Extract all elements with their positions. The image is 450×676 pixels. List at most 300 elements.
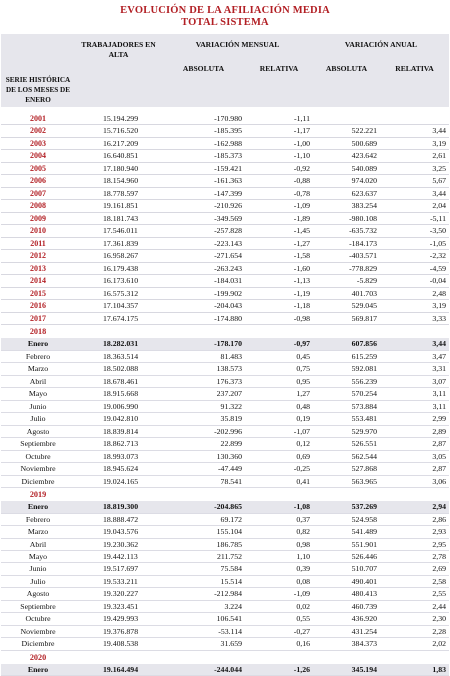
annual-relative-cell: -0,04 xyxy=(380,275,449,287)
workers-cell: 16.179.438 xyxy=(75,262,162,274)
annual-relative-cell: 3,05 xyxy=(380,450,449,462)
annual-relative-cell: 2,69 xyxy=(380,563,449,575)
annual-absolute-cell: 541.489 xyxy=(313,526,380,538)
workers-cell: 15.194.299 xyxy=(75,113,162,125)
monthly-relative-cell: -0,98 xyxy=(245,312,313,324)
workers-cell: 16.217.209 xyxy=(75,137,162,149)
header-row-1 xyxy=(1,34,449,62)
monthly-relative-cell: -1,17 xyxy=(245,125,313,137)
monthly-relative-cell: 0,39 xyxy=(245,563,313,575)
monthly-relative-cell: -0,97 xyxy=(245,338,313,350)
year-cell: 2008 xyxy=(1,200,75,212)
year-cell: 2014 xyxy=(1,275,75,287)
annual-absolute-cell: -5.829 xyxy=(313,275,380,287)
annual-relative-cell: 2,87 xyxy=(380,438,449,450)
month-cell: Marzo xyxy=(1,526,75,538)
workers-cell: 18.154.960 xyxy=(75,175,162,187)
year-cell: 2015 xyxy=(1,287,75,299)
monthly-absolute-cell: -244.044 xyxy=(162,664,245,676)
monthly-relative-cell: -1,58 xyxy=(245,250,313,262)
annual-absolute-cell: 490.401 xyxy=(313,575,380,587)
yearly-row xyxy=(1,225,449,237)
monthly-absolute-cell: 81.483 xyxy=(162,350,245,362)
workers-cell: 16.575.312 xyxy=(75,287,162,299)
annual-absolute-cell: 480.413 xyxy=(313,588,380,600)
annual-absolute-cell: 460.739 xyxy=(313,600,380,612)
workers-cell: 19.230.362 xyxy=(75,538,162,550)
annual-relative-cell: 2,61 xyxy=(380,150,449,162)
monthly-absolute-cell: 69.172 xyxy=(162,513,245,525)
monthly-relative-cell: 1,10 xyxy=(245,550,313,562)
month-row xyxy=(1,413,449,425)
workers-cell: 19.161.851 xyxy=(75,200,162,212)
monthly-absolute-cell: -53.114 xyxy=(162,625,245,637)
annual-relative-cell: -1,05 xyxy=(380,237,449,249)
month-cell: Septiembre xyxy=(1,438,75,450)
annual-relative-cell: 2,58 xyxy=(380,575,449,587)
annual-relative-cell: -5,11 xyxy=(380,212,449,224)
monthly-relative-cell: -1,18 xyxy=(245,300,313,312)
monthly-absolute-cell: -202.996 xyxy=(162,425,245,437)
monthly-absolute-cell: 138.573 xyxy=(162,363,245,375)
yearly-row xyxy=(1,150,449,162)
annual-relative-cell: 2,55 xyxy=(380,588,449,600)
monthly-absolute-cell: 15.514 xyxy=(162,575,245,587)
yearly-row xyxy=(1,113,449,125)
monthly-absolute-cell: -349.569 xyxy=(162,212,245,224)
monthly-relative-cell: -1,27 xyxy=(245,237,313,249)
year-cell: 2003 xyxy=(1,137,75,149)
workers-cell: 19.408.538 xyxy=(75,638,162,650)
month-cell: Julio xyxy=(1,575,75,587)
yearly-row xyxy=(1,312,449,324)
monthly-absolute-cell: -271.654 xyxy=(162,250,245,262)
workers-cell: 19.042.810 xyxy=(75,413,162,425)
annual-relative-cell: 3,44 xyxy=(380,338,449,350)
year-cell: 2013 xyxy=(1,262,75,274)
workers-cell: 17.361.839 xyxy=(75,237,162,249)
month-row xyxy=(1,475,449,487)
annual-absolute-cell: 537.269 xyxy=(313,501,380,513)
monthly-relative-cell: 0,75 xyxy=(245,363,313,375)
monthly-relative-cell: 0,45 xyxy=(245,350,313,362)
annual-absolute-cell: 529.045 xyxy=(313,300,380,312)
yearly-row xyxy=(1,237,449,249)
monthly-relative-cell: 0,16 xyxy=(245,638,313,650)
title-line-2: TOTAL SISTEMA xyxy=(181,17,269,28)
yearly-row xyxy=(1,125,449,137)
annual-absolute-cell: 570.254 xyxy=(313,388,380,400)
workers-cell: 16.173.610 xyxy=(75,275,162,287)
annual-relative-cell: 3,47 xyxy=(380,350,449,362)
annual-absolute-cell: 623.637 xyxy=(313,187,380,199)
monthly-absolute-cell: -147.399 xyxy=(162,187,245,199)
annual-absolute-cell: 383.254 xyxy=(313,200,380,212)
yearly-row xyxy=(1,262,449,274)
monthly-relative-cell: 0,82 xyxy=(245,526,313,538)
month-row xyxy=(1,613,449,625)
annual-relative-cell: 3,31 xyxy=(380,363,449,375)
yearly-row xyxy=(1,162,449,174)
monthly-absolute-cell: 130.360 xyxy=(162,450,245,462)
monthly-relative-cell: 0,41 xyxy=(245,475,313,487)
annual-absolute-cell: 345.194 xyxy=(313,664,380,676)
month-row xyxy=(1,625,449,637)
annual-relative-cell: 3,11 xyxy=(380,400,449,412)
monthly-absolute-cell: 91.322 xyxy=(162,400,245,412)
yearly-row xyxy=(1,250,449,262)
workers-cell: 18.181.743 xyxy=(75,212,162,224)
monthly-absolute-cell: -184.031 xyxy=(162,275,245,287)
month-cell: Agosto xyxy=(1,425,75,437)
month-cell: Noviembre xyxy=(1,463,75,475)
annual-absolute-cell: 500.689 xyxy=(313,137,380,149)
monthly-relative-cell: -1,09 xyxy=(245,200,313,212)
year-cell: 2006 xyxy=(1,175,75,187)
annual-absolute-cell: 510.707 xyxy=(313,563,380,575)
annual-absolute-cell: -778.829 xyxy=(313,262,380,274)
workers-cell: 15.716.520 xyxy=(75,125,162,137)
month-cell: Diciembre xyxy=(1,638,75,650)
section-year-row xyxy=(1,650,449,664)
month-row xyxy=(1,513,449,525)
yearly-row xyxy=(1,137,449,149)
month-row xyxy=(1,400,449,412)
year-cell: 2001 xyxy=(1,113,75,125)
month-row xyxy=(1,538,449,550)
monthly-absolute-cell: -170.980 xyxy=(162,113,245,125)
annual-relative-cell: -3,50 xyxy=(380,225,449,237)
annual-relative-cell xyxy=(380,113,449,125)
monthly-absolute-cell: 78.541 xyxy=(162,475,245,487)
month-cell: Octubre xyxy=(1,450,75,462)
annual-absolute-cell: 526.446 xyxy=(313,550,380,562)
month-cell: Julio xyxy=(1,413,75,425)
header-row-2 xyxy=(1,62,449,75)
annual-relative-cell: 2,93 xyxy=(380,526,449,538)
monthly-relative-cell: 1,27 xyxy=(245,388,313,400)
workers-cell: 17.180.940 xyxy=(75,162,162,174)
year-cell: 2007 xyxy=(1,187,75,199)
annual-absolute-cell: 553.481 xyxy=(313,413,380,425)
annual-relative-cell: 2,48 xyxy=(380,287,449,299)
monthly-relative-cell: 0,08 xyxy=(245,575,313,587)
monthly-relative-cell: 0,12 xyxy=(245,438,313,450)
month-cell: Noviembre xyxy=(1,625,75,637)
workers-cell: 19.006.990 xyxy=(75,400,162,412)
year-cell: 2005 xyxy=(1,162,75,174)
month-row xyxy=(1,550,449,562)
month-row xyxy=(1,638,449,650)
monthly-relative-cell: -0,27 xyxy=(245,625,313,637)
month-cell: Marzo xyxy=(1,363,75,375)
annual-absolute-cell: 522.221 xyxy=(313,125,380,137)
annual-relative-cell: 3,06 xyxy=(380,475,449,487)
workers-cell: 18.778.597 xyxy=(75,187,162,199)
january-total-row xyxy=(1,664,449,676)
month-cell: Diciembre xyxy=(1,475,75,487)
annual-absolute-cell: 527.868 xyxy=(313,463,380,475)
annual-absolute-cell: 592.081 xyxy=(313,363,380,375)
annual-absolute-cell: 529.970 xyxy=(313,425,380,437)
yearly-row xyxy=(1,200,449,212)
annual-relative-cell: 3,07 xyxy=(380,375,449,387)
workers-cell: 16.640.851 xyxy=(75,150,162,162)
annual-relative-cell: 2,94 xyxy=(380,501,449,513)
monthly-relative-cell: -1,45 xyxy=(245,225,313,237)
annual-relative-cell: 2,99 xyxy=(380,413,449,425)
annual-absolute-cell: 551.901 xyxy=(313,538,380,550)
month-cell: Abril xyxy=(1,538,75,550)
monthly-absolute-cell: 22.899 xyxy=(162,438,245,450)
year-cell: 2009 xyxy=(1,212,75,224)
month-row xyxy=(1,350,449,362)
header-annual-relative: RELATIVA xyxy=(380,62,449,75)
header-monthly: VARIACIÓN MENSUAL xyxy=(162,34,313,62)
annual-relative-cell: 2,78 xyxy=(380,550,449,562)
annual-absolute-cell: -184.173 xyxy=(313,237,380,249)
monthly-absolute-cell: -159.421 xyxy=(162,162,245,174)
month-row xyxy=(1,363,449,375)
annual-absolute-cell: 524.958 xyxy=(313,513,380,525)
monthly-relative-cell: -1,07 xyxy=(245,425,313,437)
monthly-absolute-cell: -47.449 xyxy=(162,463,245,475)
monthly-absolute-cell: -174.880 xyxy=(162,312,245,324)
month-cell: Mayo xyxy=(1,388,75,400)
workers-cell: 19.320.227 xyxy=(75,588,162,600)
monthly-absolute-cell: 176.373 xyxy=(162,375,245,387)
annual-relative-cell: 3,44 xyxy=(380,125,449,137)
yearly-row xyxy=(1,275,449,287)
monthly-relative-cell: -1,26 xyxy=(245,664,313,676)
monthly-relative-cell: -0,25 xyxy=(245,463,313,475)
month-row xyxy=(1,526,449,538)
annual-absolute-cell: 562.544 xyxy=(313,450,380,462)
year-cell: 2012 xyxy=(1,250,75,262)
header-monthly-absolute: ABSOLUTA xyxy=(162,62,245,75)
monthly-relative-cell: -1,11 xyxy=(245,113,313,125)
workers-cell: 16.958.267 xyxy=(75,250,162,262)
month-row xyxy=(1,450,449,462)
monthly-relative-cell: -1,10 xyxy=(245,150,313,162)
workers-cell: 18.915.668 xyxy=(75,388,162,400)
annual-absolute-cell: 569.817 xyxy=(313,312,380,324)
january-total-row xyxy=(1,501,449,513)
annual-absolute-cell: -635.732 xyxy=(313,225,380,237)
monthly-absolute-cell: -178.170 xyxy=(162,338,245,350)
monthly-absolute-cell: -162.988 xyxy=(162,137,245,149)
workers-cell: 18.888.472 xyxy=(75,513,162,525)
monthly-relative-cell: -1,60 xyxy=(245,262,313,274)
workers-cell: 18.502.088 xyxy=(75,363,162,375)
workers-cell: 19.376.878 xyxy=(75,625,162,637)
annual-absolute-cell: 423.642 xyxy=(313,150,380,162)
yearly-row xyxy=(1,212,449,224)
monthly-absolute-cell: 211.752 xyxy=(162,550,245,562)
annual-relative-cell: 2,28 xyxy=(380,625,449,637)
workers-cell: 17.674.175 xyxy=(75,312,162,324)
month-cell: Octubre xyxy=(1,613,75,625)
yearly-row xyxy=(1,300,449,312)
annual-absolute-cell: 540.089 xyxy=(313,162,380,174)
annual-absolute-cell: 556.239 xyxy=(313,375,380,387)
yearly-row xyxy=(1,175,449,187)
year-cell: 2011 xyxy=(1,237,75,249)
workers-cell: 18.862.713 xyxy=(75,438,162,450)
header-annual: VARIACIÓN ANUAL xyxy=(313,34,449,62)
monthly-relative-cell: -1,00 xyxy=(245,137,313,149)
month-cell: Enero xyxy=(1,664,75,676)
monthly-absolute-cell: 186.785 xyxy=(162,538,245,550)
annual-absolute-cell: 563.965 xyxy=(313,475,380,487)
monthly-absolute-cell: -223.143 xyxy=(162,237,245,249)
workers-cell: 18.282.031 xyxy=(75,338,162,350)
year-cell: 2017 xyxy=(1,312,75,324)
monthly-absolute-cell: -161.363 xyxy=(162,175,245,187)
workers-cell: 19.164.494 xyxy=(75,664,162,676)
section-year: 2018 xyxy=(29,327,47,337)
annual-relative-cell: 3,19 xyxy=(380,137,449,149)
workers-cell: 17.104.357 xyxy=(75,300,162,312)
annual-relative-cell: 2,89 xyxy=(380,425,449,437)
workers-cell: 17.546.011 xyxy=(75,225,162,237)
annual-relative-cell: 2,95 xyxy=(380,538,449,550)
monthly-relative-cell: 0,48 xyxy=(245,400,313,412)
section-year: 2019 xyxy=(29,490,47,500)
month-row xyxy=(1,588,449,600)
monthly-relative-cell: -1,13 xyxy=(245,275,313,287)
month-row xyxy=(1,463,449,475)
annual-absolute-cell: 573.884 xyxy=(313,400,380,412)
monthly-relative-cell: 0,55 xyxy=(245,613,313,625)
month-row xyxy=(1,563,449,575)
workers-cell: 19.323.451 xyxy=(75,600,162,612)
year-cell: 2016 xyxy=(1,300,75,312)
header-workers: TRABAJADORES EN ALTA xyxy=(75,34,162,62)
monthly-relative-cell: 0,19 xyxy=(245,413,313,425)
january-total-row xyxy=(1,338,449,350)
month-cell: Febrero xyxy=(1,350,75,362)
section-year: 2020 xyxy=(29,652,47,662)
workers-cell: 18.993.073 xyxy=(75,450,162,462)
month-row xyxy=(1,575,449,587)
annual-relative-cell: 3,33 xyxy=(380,312,449,324)
month-row xyxy=(1,425,449,437)
annual-relative-cell: -2,32 xyxy=(380,250,449,262)
monthly-absolute-cell: -185.395 xyxy=(162,125,245,137)
annual-relative-cell: 2,87 xyxy=(380,463,449,475)
month-cell: Agosto xyxy=(1,588,75,600)
annual-relative-cell: 3,44 xyxy=(380,187,449,199)
monthly-relative-cell: 0,95 xyxy=(245,375,313,387)
monthly-relative-cell: -1,08 xyxy=(245,501,313,513)
monthly-absolute-cell: -204.043 xyxy=(162,300,245,312)
workers-cell: 18.678.461 xyxy=(75,375,162,387)
monthly-absolute-cell: -257.828 xyxy=(162,225,245,237)
header-annual-absolute: ABSOLUTA xyxy=(313,62,380,75)
monthly-relative-cell: 0,37 xyxy=(245,513,313,525)
annual-relative-cell: 3,11 xyxy=(380,388,449,400)
monthly-relative-cell: 0,02 xyxy=(245,600,313,612)
monthly-relative-cell: -0,78 xyxy=(245,187,313,199)
workers-cell: 19.517.697 xyxy=(75,563,162,575)
monthly-absolute-cell: 237.207 xyxy=(162,388,245,400)
monthly-absolute-cell: -199.902 xyxy=(162,287,245,299)
header-row-3 xyxy=(1,75,449,107)
workers-cell: 19.024.165 xyxy=(75,475,162,487)
workers-cell: 19.043.576 xyxy=(75,526,162,538)
monthly-absolute-cell: -263.243 xyxy=(162,262,245,274)
monthly-relative-cell: -1,09 xyxy=(245,588,313,600)
annual-relative-cell: 2,04 xyxy=(380,200,449,212)
monthly-relative-cell: -1,19 xyxy=(245,287,313,299)
annual-relative-cell: 2,86 xyxy=(380,513,449,525)
month-cell: Enero xyxy=(1,501,75,513)
month-row xyxy=(1,388,449,400)
month-cell: Febrero xyxy=(1,513,75,525)
workers-cell: 18.839.814 xyxy=(75,425,162,437)
annual-relative-cell: 2,30 xyxy=(380,613,449,625)
monthly-absolute-cell: 75.584 xyxy=(162,563,245,575)
annual-absolute-cell: 436.920 xyxy=(313,613,380,625)
monthly-absolute-cell: -204.865 xyxy=(162,501,245,513)
yearly-row xyxy=(1,187,449,199)
series-label: SERIE HISTÓRICA DE LOS MESES DE ENERO xyxy=(1,75,75,107)
monthly-absolute-cell: -212.984 xyxy=(162,588,245,600)
monthly-absolute-cell: 106.541 xyxy=(162,613,245,625)
annual-absolute-cell: 401.703 xyxy=(313,287,380,299)
annual-absolute-cell: 526.551 xyxy=(313,438,380,450)
annual-relative-cell: -4,59 xyxy=(380,262,449,274)
workers-cell: 19.442.113 xyxy=(75,550,162,562)
section-year-row xyxy=(1,488,449,502)
annual-relative-cell: 2,02 xyxy=(380,638,449,650)
monthly-absolute-cell: 35.819 xyxy=(162,413,245,425)
yearly-row xyxy=(1,287,449,299)
workers-cell: 18.363.514 xyxy=(75,350,162,362)
monthly-absolute-cell: 31.659 xyxy=(162,638,245,650)
monthly-absolute-cell: 3.224 xyxy=(162,600,245,612)
annual-absolute-cell: -980.108 xyxy=(313,212,380,224)
monthly-absolute-cell: -210.926 xyxy=(162,200,245,212)
section-year-row xyxy=(1,325,449,339)
month-row xyxy=(1,438,449,450)
workers-cell: 18.819.300 xyxy=(75,501,162,513)
header-monthly-relative: RELATIVA xyxy=(245,62,313,75)
annual-relative-cell: 3,19 xyxy=(380,300,449,312)
month-cell: Junio xyxy=(1,563,75,575)
annual-relative-cell: 3,25 xyxy=(380,162,449,174)
monthly-relative-cell: -0,88 xyxy=(245,175,313,187)
month-row xyxy=(1,375,449,387)
month-cell: Septiembre xyxy=(1,600,75,612)
month-cell: Junio xyxy=(1,400,75,412)
annual-absolute-cell: 615.259 xyxy=(313,350,380,362)
monthly-relative-cell: -1,89 xyxy=(245,212,313,224)
annual-absolute-cell: 384.373 xyxy=(313,638,380,650)
monthly-absolute-cell: -185.373 xyxy=(162,150,245,162)
annual-absolute-cell: 607.856 xyxy=(313,338,380,350)
annual-absolute-cell: 431.254 xyxy=(313,625,380,637)
workers-cell: 19.533.211 xyxy=(75,575,162,587)
month-cell: Abril xyxy=(1,375,75,387)
month-cell: Mayo xyxy=(1,550,75,562)
year-cell: 2010 xyxy=(1,225,75,237)
title-line-1: EVOLUCIÓN DE LA AFILIACIÓN MEDIA xyxy=(120,5,330,16)
monthly-relative-cell: 0,69 xyxy=(245,450,313,462)
month-cell: Enero xyxy=(1,338,75,350)
annual-relative-cell: 2,44 xyxy=(380,600,449,612)
